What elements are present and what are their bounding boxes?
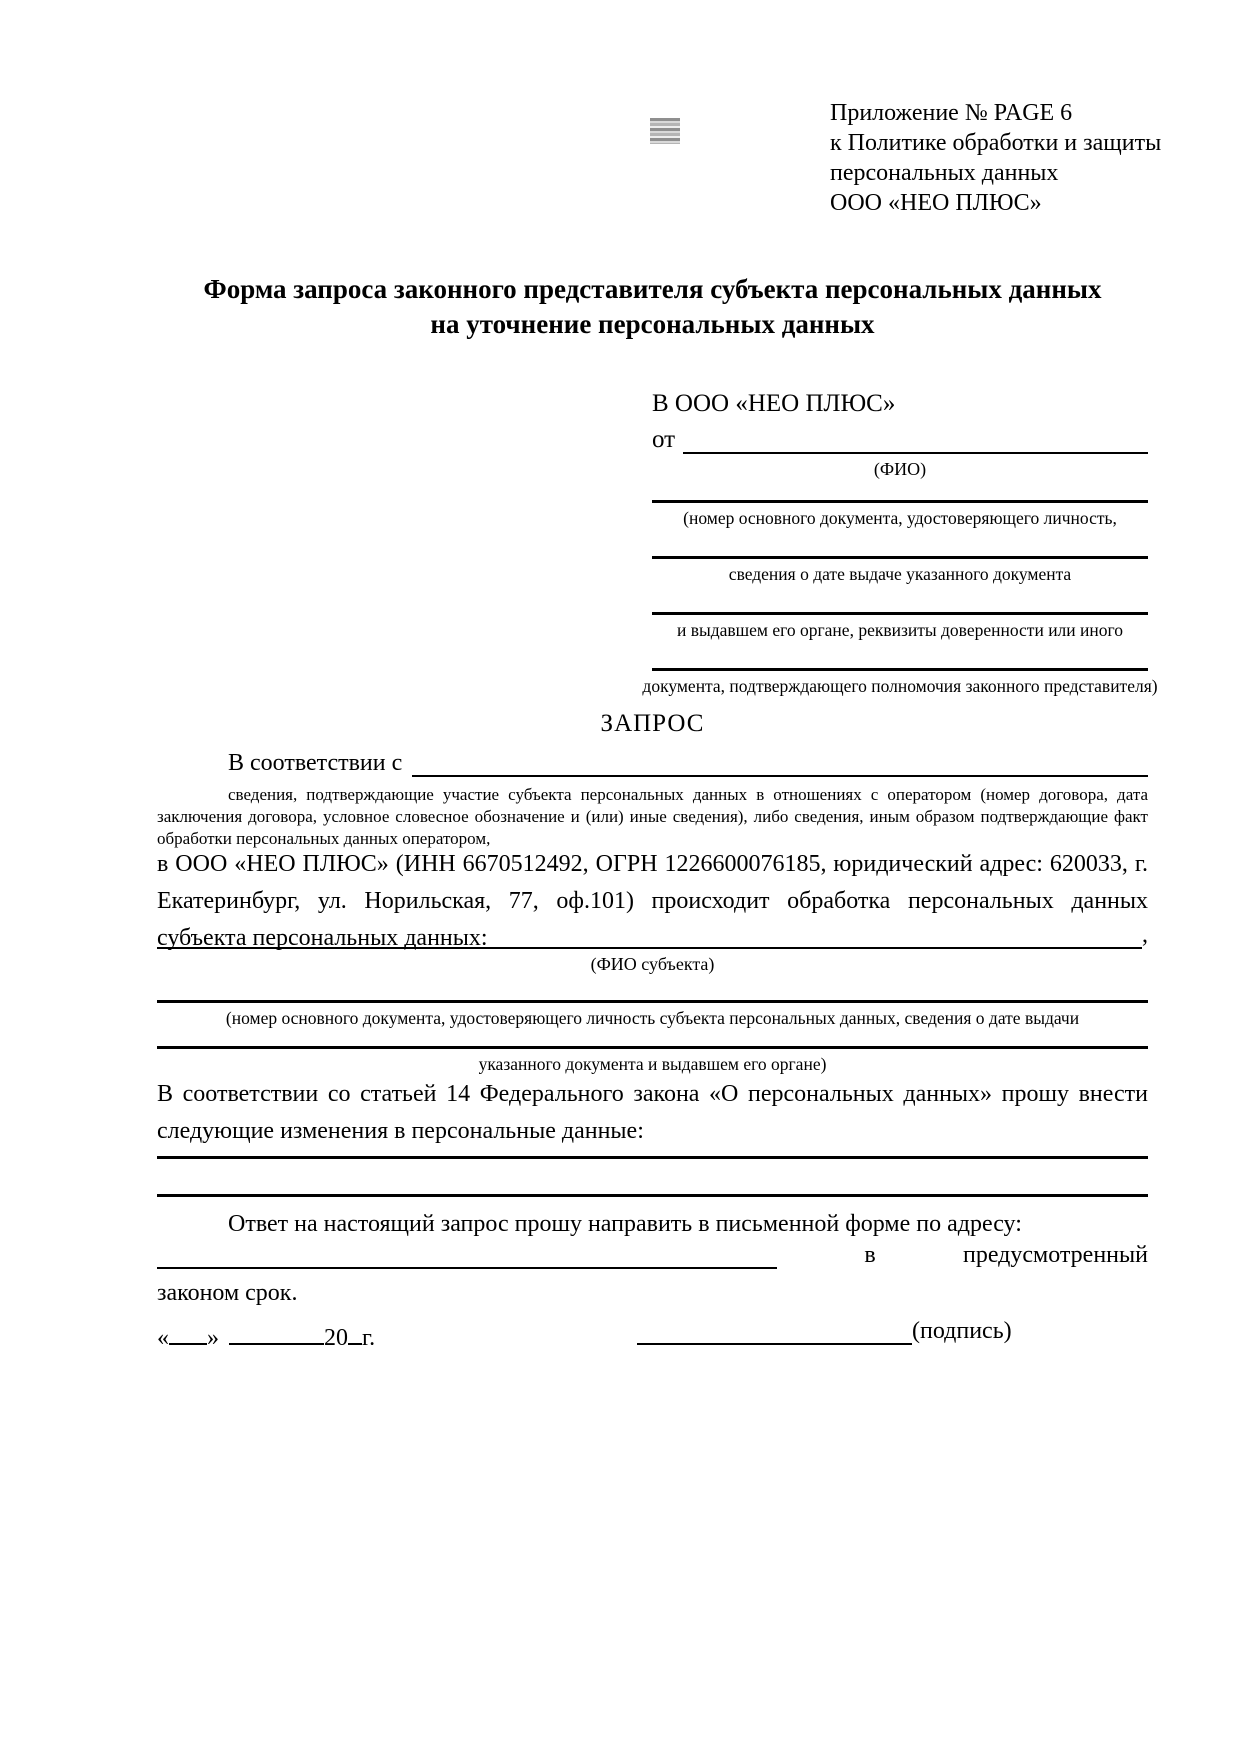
in-accordance-row: [157, 750, 1148, 777]
from-label: от: [652, 426, 676, 454]
subject-fio-caption: (ФИО субъекта): [590, 954, 715, 974]
answer-tail-word2: предусмотренный: [962, 1242, 1148, 1269]
appendix-org-line: ООО «НЕО ПЛЮС»: [830, 190, 1042, 216]
in-accordance-label: В соответствии с: [228, 750, 403, 777]
subject-doc-caption-2: указанного документа и выдавшем его органе): [478, 1054, 827, 1074]
field-caption-3: и выдавшем его органе, реквизиты доверенности или иного: [676, 620, 1124, 640]
date-year-prefix: 20: [324, 1325, 348, 1352]
field-caption-4: документа, подтверждающего полномочия законного представителя): [642, 676, 1158, 696]
appendix-policy-line1: к Политике обработки и защиты: [830, 130, 1162, 156]
answer-address-row: [157, 1242, 1148, 1269]
date-open-quote: «: [157, 1325, 169, 1352]
date-day-blank[interactable]: [169, 1318, 207, 1345]
subject-fio-row: [157, 922, 1148, 949]
subject-fio-blank[interactable]: [157, 922, 1142, 949]
representative-doc-blank-2[interactable]: [652, 556, 1148, 559]
answer-tail-line2: законом срок.: [157, 1280, 298, 1306]
image-placeholder-icon: [650, 118, 680, 144]
trailing-comma: ,: [1142, 922, 1148, 949]
subject-doc-blank-1[interactable]: [157, 1000, 1148, 1003]
from-row: [652, 426, 1148, 454]
in-accordance-blank[interactable]: [412, 750, 1148, 777]
representative-doc-blank-1[interactable]: [652, 500, 1148, 503]
addressee-company: В ООО «НЕО ПЛЮС»: [652, 390, 896, 417]
date-year-suffix: г.: [362, 1325, 376, 1352]
answer-address-blank[interactable]: [157, 1242, 777, 1269]
representative-doc-blank-4[interactable]: [652, 668, 1148, 671]
law-paragraph: В соответствии со статьей 14 Федерального закона «О персональных данных» прошу внести следующие изменения в персональные данные:: [157, 1081, 1148, 1144]
field-caption-2: сведения о дате выдаче указанного документа: [728, 564, 1072, 584]
signature-caption: (подпись): [912, 1318, 1012, 1345]
request-heading: ЗАПРОС: [600, 710, 705, 737]
answer-paragraph: Ответ на настоящий запрос прошу направить в письменной форме по адресу:: [228, 1211, 1022, 1237]
appendix-number-line: Приложение № PAGE 6: [830, 100, 1073, 126]
form-title-line2: на уточнение персональных данных: [430, 309, 875, 339]
operator-paragraph: в ООО «НЕО ПЛЮС» (ИНН 6670512492, ОГРН 1226600076185, юридический адрес: 620033, г. Екатеринбург, ул. Норильская, 77, оф.101) происходит обработка персональных данных субъекта персональных данных:: [157, 851, 1148, 951]
from-name-blank[interactable]: [683, 426, 1148, 454]
signature-field: [637, 1318, 1012, 1345]
form-title: [157, 272, 1148, 342]
subject-doc-caption-1: (номер основного документа, удостоверяющего личность субъекта персональных данных, сведения о дате выдачи: [225, 1008, 1080, 1028]
date-month-blank[interactable]: [229, 1318, 324, 1345]
representative-doc-blank-3[interactable]: [652, 612, 1148, 615]
field-caption-1: (номер основного документа, удостоверяющего личность,: [683, 508, 1117, 528]
signature-blank[interactable]: [637, 1318, 912, 1345]
changes-blank-2[interactable]: [157, 1194, 1148, 1197]
fio-caption: (ФИО): [873, 459, 927, 479]
date-year-blank[interactable]: [348, 1318, 362, 1345]
form-title-line1: Форма запроса законного представителя субъекта персональных данных: [203, 274, 1102, 304]
subject-doc-blank-2[interactable]: [157, 1046, 1148, 1049]
changes-blank-1[interactable]: [157, 1156, 1148, 1159]
date-close-quote: »: [207, 1325, 219, 1352]
date-field: [157, 1318, 375, 1352]
footnote-paragraph: сведения, подтверждающие участие субъекта персональных данных в отношениях с оператором (номер договора, дата заключения договора, условное словесное обозначение и (или) иные сведения), либо сведения, иным образом подтверждающие факт обработки персональных данных оператором,: [157, 785, 1148, 848]
answer-tail-word1: в: [864, 1242, 876, 1269]
appendix-header: [830, 98, 1170, 218]
appendix-policy-line2: персональных данных: [830, 160, 1059, 186]
